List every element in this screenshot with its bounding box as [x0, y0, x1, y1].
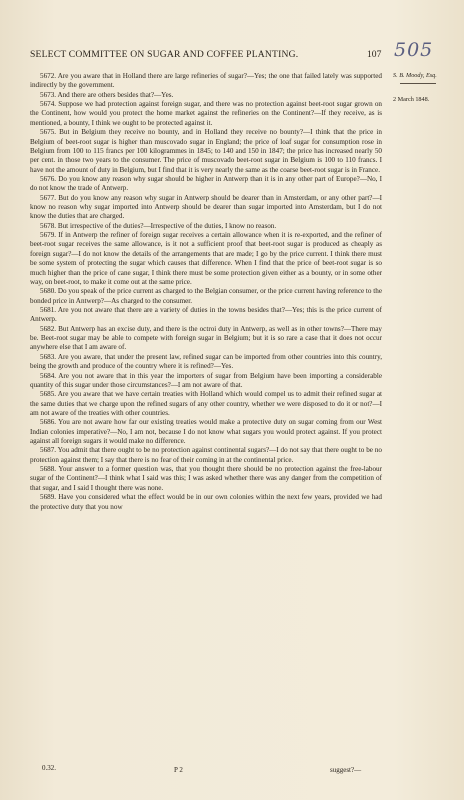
paragraph-5677: 5677. But do you know any reason why sugar in Antwerp should be dearer than in Amsterdam, or any other part?—I know no reason why sugar imported into Antwerp should be dearer than sugar imported into Amsterdam, but I do not know the duties that are charged.	[30, 193, 382, 221]
signature-mark: 0.32.	[42, 764, 56, 772]
paragraph-5687: 5687. You admit that there ought to be no protection against continental sugars?—I do not say that there ought to be no protection against them; I say that there is no fear of their coming in at the continental price.	[30, 446, 382, 464]
page-number: 107	[367, 49, 382, 60]
paragraph-5672: 5672. Are you aware that in Holland there are large refineries of sugar?—Yes; the one that failed lately was supported indirectly by the government.	[30, 72, 382, 90]
paragraph-5688: 5688. Your answer to a former question was, that you thought there should be no protection against the free-labour sugar of the Continent?—I think what I said was this; I was asked whether there was any danger from the competition of that sugar, and I said I thought there was none.	[30, 465, 382, 492]
paragraph-5676: 5676. Do you know any reason why sugar should be higher in Antwerp than it is in any other part of Europe?—No, I do not know the trade of Antwerp.	[30, 174, 382, 193]
paragraph-5689: 5689. Have you considered what the effect would be in our own colonies within the next few years, provided we had the protective duty that you now	[30, 493, 382, 511]
margin-date: 2 March 1848.	[393, 96, 430, 103]
paragraph-5679: 5679. If in Antwerp the refiner of foreign sugar receives a certain allowance when it is re-exported, and the refiner of beet-root sugar receives the same allowance, is it not a sufficient proof that beet-root sugar is produced as cheaply as foreign sugar?—I do not know the details of the arrangements that are made; I go by the price current. I think there must be some system of protecting the sugar which causes that difference. When I find that the price of beet-root sugar is so much higher than the price of cane sugar, I think there must be some protection given either as a bounty, or in some other way, on beet-root, to make it come out at the same price.	[30, 231, 382, 286]
paragraph-5685: 5685. Are you aware that we have certain treaties with Holland which would compel us to admit their refined sugar at the same duties that we charge upon the refined sugars of any other country, whether we were disposed to do it or not?—I am not aware of the treaties with other countries.	[30, 390, 382, 417]
paragraph-5680: 5680. Do you speak of the price current as charged to the Belgian consumer, or the price current having reference to the bonded price in Antwerp?—As charged to the consumer.	[30, 287, 383, 305]
witness-name: S. B. Moody, Esq.	[393, 72, 437, 79]
paragraph-5681: 5681. Are you not aware that there are a variety of duties in the towns besides that?—Yes; this is the price current of Antwerp.	[30, 305, 382, 324]
paragraph-5683: 5683. Are you aware, that under the present law, refined sugar can be imported from other countries into this country, being the growth and produce of the country where it is refined?—Yes.	[30, 352, 382, 371]
running-header: SELECT COMMITTEE ON SUGAR AND COFFEE PLANTING.	[30, 49, 299, 60]
paragraph-5673: 5673. And there are others besides that?—Yes.	[40, 90, 174, 99]
gathering-mark: P 2	[174, 766, 183, 774]
catchword: suggest?—	[330, 766, 362, 774]
paragraph-5678: 5678. But irrespective of the duties?—Irrespective of the duties, I know no reason.	[40, 221, 277, 230]
paragraph-5674: 5674. Suppose we had protection against foreign sugar, and there was no protection against beet-root sugar grown on the Continent, how would you protect the home market against the refineries on the Continent?—If they receive, as is mentioned, a bounty, I think we ought to be protected against it.	[30, 100, 382, 127]
handwritten-folio-number: 505	[394, 39, 434, 61]
paragraph-5684: 5684. Are you not aware that in this year the importers of sugar from Belgium have been importing a considerable quantity of this sugar under those circumstances?—I am not aware of that.	[30, 371, 382, 389]
paragraph-5675: 5675. But in Belgium they receive no bounty, and in Holland they receive no bounty?—I think that the price in Belgium of beet-root sugar is higher than muscovado sugar in England; the price of loaf sugar for consumption rose in Belgium from 100 to 115 francs per 100 kilogrammes in 1845; to 140 and 150 in 1847; the price has increased nearly 50 per cent. in those two years to the consumer. The price of muscovado beet-root sugar in Belgium is 100 to 110 francs. I have not the amount of duty in Belgium, but I find that it is very nearly the same as the coarse beet-root sugar is in France.	[30, 128, 382, 174]
margin-rule	[400, 83, 436, 84]
paragraph-5682: 5682. But Antwerp has an excise duty, and there is the octroi duty in Antwerp, as well as in other towns?—There may be. Beet-root sugar may be able to compete with foreign sugar in Belgium; but it is so rare a case that it does not occur anywhere else that I am aware of.	[30, 324, 382, 352]
testimony-body	[30, 72, 382, 512]
paragraph-5686: 5686. You are not aware how far our existing treaties would make a protective duty on sugar coming from our West Indian colonies imperative?—No, I am not, because I do not know what sugars you would protect against. If you protect against all foreign sugars it would make no difference.	[30, 418, 382, 446]
